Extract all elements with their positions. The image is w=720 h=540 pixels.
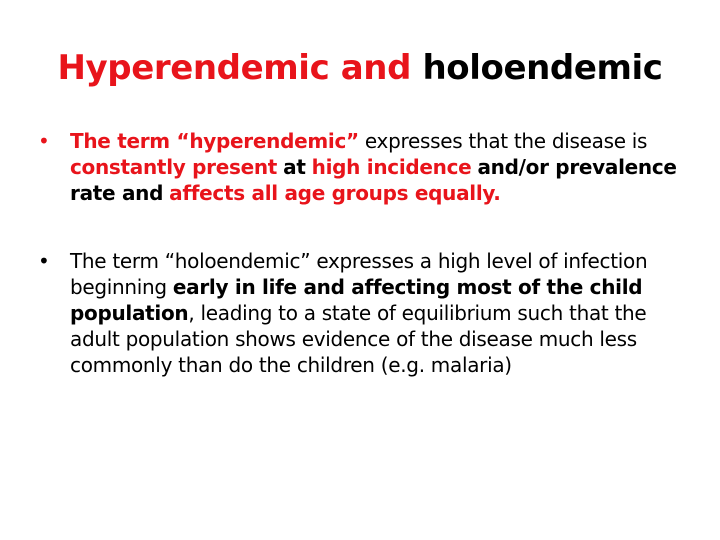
bullet-list xyxy=(0,128,720,378)
slide-title xyxy=(0,42,720,94)
hyperendemic-emphasis-age-groups: affects all age groups equally. xyxy=(169,181,501,205)
title-part-hyperendemic: Hyperendemic and xyxy=(57,48,412,88)
holoendemic-emphasis: early in life and affecting most of the child population xyxy=(70,275,643,325)
bullet-marker: • xyxy=(38,249,50,273)
holoendemic-text-start: The term “holoendemic” expresses a high level of infection beginning xyxy=(70,249,648,299)
title-part-holoendemic: holoendemic xyxy=(422,48,663,88)
hyperendemic-emphasis-incidence: high incidence xyxy=(311,155,472,179)
holoendemic-text-end: , leading to a state of equilibrium such that the adult population shows evidence of the disease much less commonly than do the children (e.g. malaria) xyxy=(70,301,647,377)
bullet-holoendemic xyxy=(0,248,720,378)
bullet-marker: • xyxy=(38,129,50,153)
hyperendemic-text: expresses that the disease is xyxy=(364,129,648,153)
hyperendemic-term: The term “hyperendemic” xyxy=(70,129,359,153)
hyperendemic-text-prevalence: and/or prevalence rate and xyxy=(70,155,677,205)
bullet-hyperendemic xyxy=(0,128,720,206)
hyperendemic-emphasis-constant: constantly present xyxy=(70,155,278,179)
hyperendemic-text-at: at xyxy=(283,155,306,179)
